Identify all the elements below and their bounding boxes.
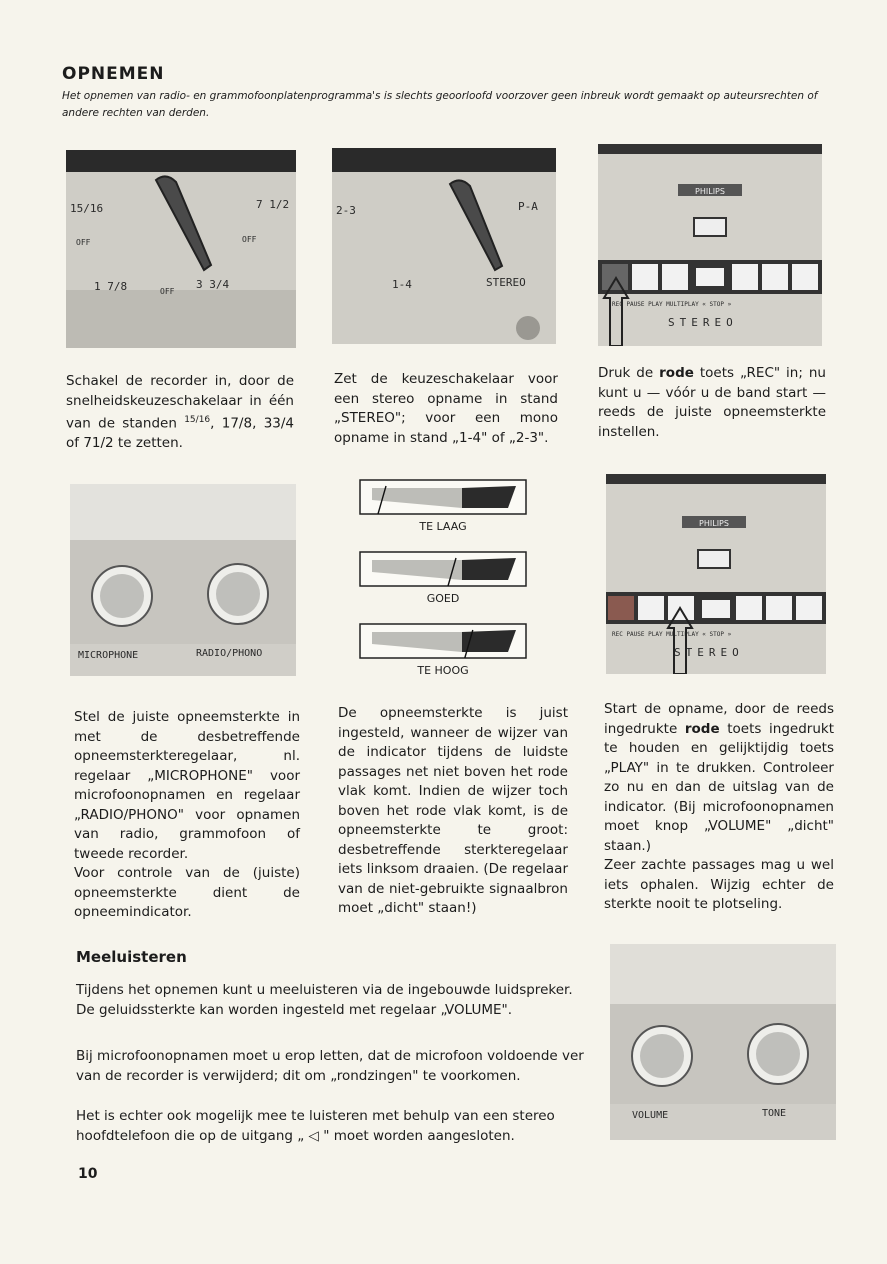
microphone-label: MICROPHONE: [78, 650, 139, 661]
mode-label-stereo: STEREO: [486, 276, 526, 289]
meter-diagram: [358, 478, 530, 678]
meter-red-zone-goed: [462, 558, 516, 580]
speed-selector-photo: [66, 150, 296, 348]
section-title-meeluisteren: Meeluisteren: [76, 948, 187, 966]
intro-text: Het opnemen van radio- en grammofoonplatenprogramma's is slechts geoorloofd voorzover geen inbreuk wordt gemaakt op auteursrechten of andere rechten van derden.: [62, 90, 818, 119]
page-number: 10: [78, 1166, 98, 1182]
caption-level-knobs: Stel de juiste opneemsterkte in met de desbetreffende opneemsterkteregelaar, nl. regelaar „MICROPHONE" voor microfoonopnamen en regelaar „RADIO/PHONO" voor opnamen van radio, grammofoon of tweede recorder. Voor controle van de (juiste) opneemsterkte dient de opneemindicator.: [74, 709, 300, 920]
speed-label-3-3-4: 3 3/4: [196, 278, 230, 291]
volume-label: VOLUME: [632, 1110, 669, 1121]
mode-selector-photo: [332, 148, 556, 344]
meeluisteren-paragraph-1: Tijdens het opnemen kunt u meeluisteren via de ingebouwde luidspreker. De geluidssterkte kan worden ingesteld met regelaar „VOLUME".: [76, 982, 573, 1018]
speed-label-15-16: 15/16: [70, 202, 104, 215]
mode-label-p-a: P-A: [518, 200, 538, 213]
mode-label-2-3: 2-3: [336, 204, 356, 217]
button-strip-labels: REC PAUSE PLAY MULTIPLAY « STOP »: [612, 301, 732, 308]
meter-red-zone-te-laag: [462, 486, 516, 508]
philips-brand: PHILIPS: [695, 187, 725, 196]
meter-label-goed: GOED: [426, 592, 460, 605]
stereo-label: STEREO: [668, 316, 738, 329]
stereo-label: STEREO: [674, 646, 744, 659]
meter-diagram-svg: [358, 478, 530, 678]
page-title: OPNEMEN: [62, 64, 165, 84]
caption-mode-selector: Zet de keuzeschakelaar voor een stereo opname in stand „STEREO"; voor een mono opname in stand „1-4" of „2-3".: [334, 371, 558, 446]
off-label: OFF: [242, 235, 257, 244]
mode-label-1-4: 1-4: [392, 278, 412, 291]
off-label: OFF: [160, 287, 175, 296]
off-label: OFF: [76, 238, 91, 247]
radio-phono-label: RADIO/PHONO: [196, 648, 263, 659]
philips-brand: PHILIPS: [699, 519, 729, 528]
meter-label-te-laag: TE LAAG: [419, 520, 467, 533]
rec-button-photo: [598, 144, 822, 346]
meeluisteren-paragraph-2: Bij microfoonopnamen moet u erop letten, dat de microfoon voldoende ver van de recorder is verwijderd; dit om „rondzingen" te voorkomen.: [76, 1048, 584, 1084]
button-strip-labels: REC PAUSE PLAY MULTIPLAY « STOP »: [612, 631, 732, 638]
caption-play-button: Start de opname, door de reeds ingedrukte rode toets ingedrukt te houden en gelijktijdig toets „PLAY" in te drukken. Controleer zo nu en dan de uitslag van de indicator. (Bij microfoonopnamen moet knop „VOLUME" „dicht" staan.) Zeer zachte passages mag u wel iets ophalen. Wijzig echter de sterkte nooit te plotseling.: [604, 701, 834, 912]
caption-meters: De opneemsterkte is juist ingesteld, wanneer de wijzer van de indicator tijdens de luidste passages net niet boven het rode vlak komt. Indien de wijzer toch boven het rode vlak komt, is de opneemsterkte te groot: desbetreffende sterkteregelaar iets linksom draaien. (De regelaar van de niet-gebruikte signaalbron moet „dicht" staan!): [338, 705, 568, 916]
tone-label: TONE: [762, 1108, 787, 1119]
meeluisteren-paragraph-3: Het is echter ook mogelijk mee te luisteren met behulp van een stereo hoofdtelefoon die op de uitgang „ ◁ " moet worden aangesloten.: [76, 1108, 555, 1144]
caption-speed-selector: Schakel de recorder in, door de snelheidskeuzeschakelaar in één van de standen $^{15/16}$, 17/8, 33/4 of 71/2 te zetten.: [66, 373, 295, 451]
level-knobs-photo: [70, 484, 296, 676]
meter-label-te-hoog: TE HOOG: [417, 664, 469, 677]
play-button-photo: [606, 474, 826, 674]
speed-label-1-7-8: 1 7/8: [94, 280, 128, 293]
caption-rec-button: Druk de rode toets „REC" in; nu kunt u — vóór u de band start — reeds de juiste opneemsterkte instellen.: [598, 365, 826, 440]
speed-label-7-1-2: 7 1/2: [256, 198, 290, 211]
volume-tone-photo: [610, 944, 836, 1140]
